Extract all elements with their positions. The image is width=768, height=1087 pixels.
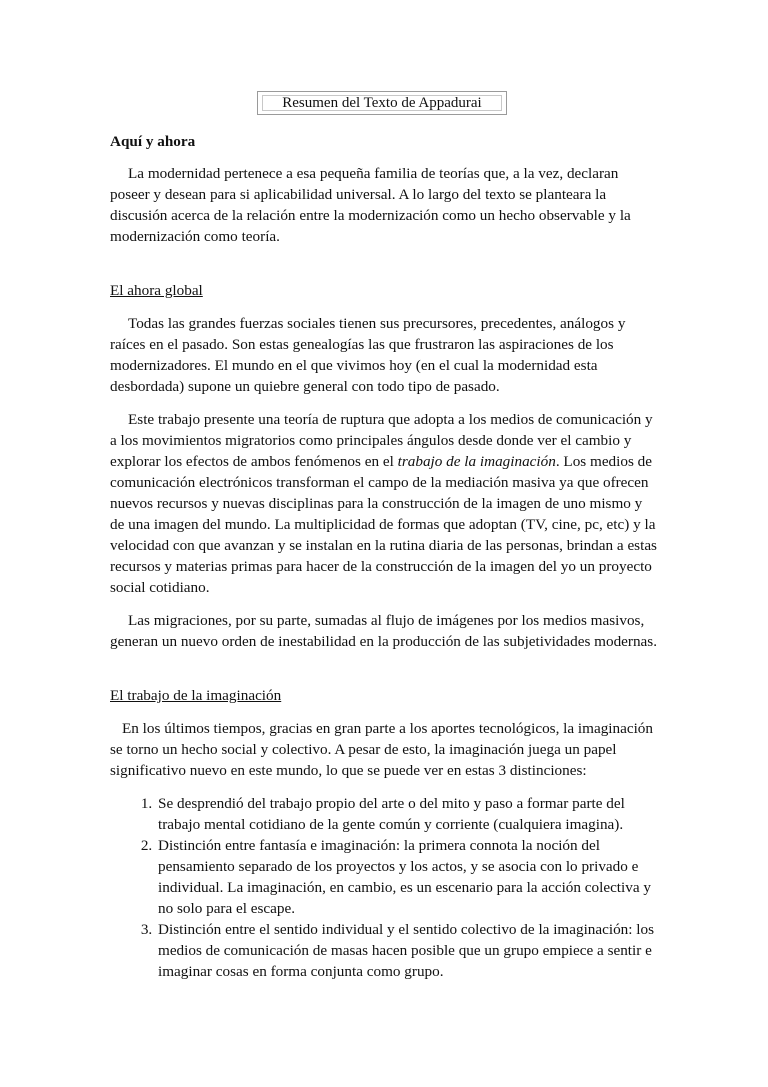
list-item: 1. Se desprendió del trabajo propio del arte o del mito y paso a formar parte del trabajo mental cotidiano de la gente común y corriente (cualquiera imagina). <box>156 793 660 835</box>
list-item: 2. Distinción entre fantasía e imaginación: la primera connota la noción del pensamiento separado de los proyectos y los actos, y se asocia con lo privado e individual. La imaginación, en cambio, es un escenario para la acción colectiva y no solo para el escape. <box>156 835 660 919</box>
paragraph-fuerzas-sociales: Todas las grandes fuerzas sociales tienen sus precursores, precedentes, análogos y raíces en el pasado. Son estas genealogías las que frustraron las aspiraciones de los modernizadores. El mundo en el que vivimos hoy (en el cual la modernidad esta desbordada) supone un quiebre general con todo tipo de pasado. <box>110 315 626 395</box>
title-box <box>257 91 507 115</box>
paragraph-modernidad: La modernidad pertenece a esa pequeña familia de teorías que, a la vez, declaran poseer y desean para si aplicabilidad universal. A lo largo del texto se planteara la discusión acerca de la relación entre la modernización como un hecho observable y la modernización como teoría. <box>110 165 631 245</box>
section-spacer <box>110 664 660 685</box>
section-heading-aqui-y-ahora: Aquí y ahora <box>110 133 196 150</box>
list-item: 3. Distinción entre el sentido individual y el sentido colectivo de la imaginación: los medios de comunicación de masas hacen posible que un grupo empiece a sentir e imaginar cosas en forma conjunta como grupo. <box>156 919 660 982</box>
paragraph-ultimos-tiempos: En los últimos tiempos, gracias en gran parte a los aportes tecnológicos, la imaginación se torno un hecho social y colectivo. A pesar de esto, la imaginación juega un papel significativo nuevo en este mundo, lo que se puede ver en estas 3 distinciones: <box>110 720 653 779</box>
paragraph-migraciones: Las migraciones, por su parte, sumadas al flujo de imágenes por los medios masivos, generan un nuevo orden de inestabilidad en la producción de las subjetividades modernas. <box>110 612 658 650</box>
paragraph-teoria-ruptura-end: . Los medios de comunicación electrónicos transforman el campo de la mediación masiva ya que ofrecen nuevos recursos y nuevas disciplinas para la construcción de la imagen de uno mismo y de una imagen del mundo. La multiplicidad de formas que adoptan (TV, cine, pc, etc) y la velocidad con que avanzan y se instalan en la rutina diaria de las personas, brindan a estas recursos y materias primas para hacer de la construcción de la imagen del yo un proyecto social cotidiano. <box>110 453 657 596</box>
paragraph-teoria-ruptura-start: Este trabajo presente una teoría de ruptura que adopta a los medios de comunicación y a los movimientos migratorios como principales ángulos desde donde ver el cambio y explorar los efectos de ambos fenómenos en el <box>110 411 653 470</box>
section-spacer <box>110 259 660 280</box>
document-body <box>110 131 660 982</box>
section-heading-trabajo-imaginacion: El trabajo de la imaginación <box>110 687 282 704</box>
emphasis-trabajo-imaginacion: trabajo de la imaginación <box>397 453 556 470</box>
document-title: Resumen del Texto de Appadurai <box>282 95 482 111</box>
distinctions-list <box>110 793 660 982</box>
section-heading-el-ahora-global: El ahora global <box>110 282 203 299</box>
paragraph-teoria-ruptura <box>110 409 660 598</box>
